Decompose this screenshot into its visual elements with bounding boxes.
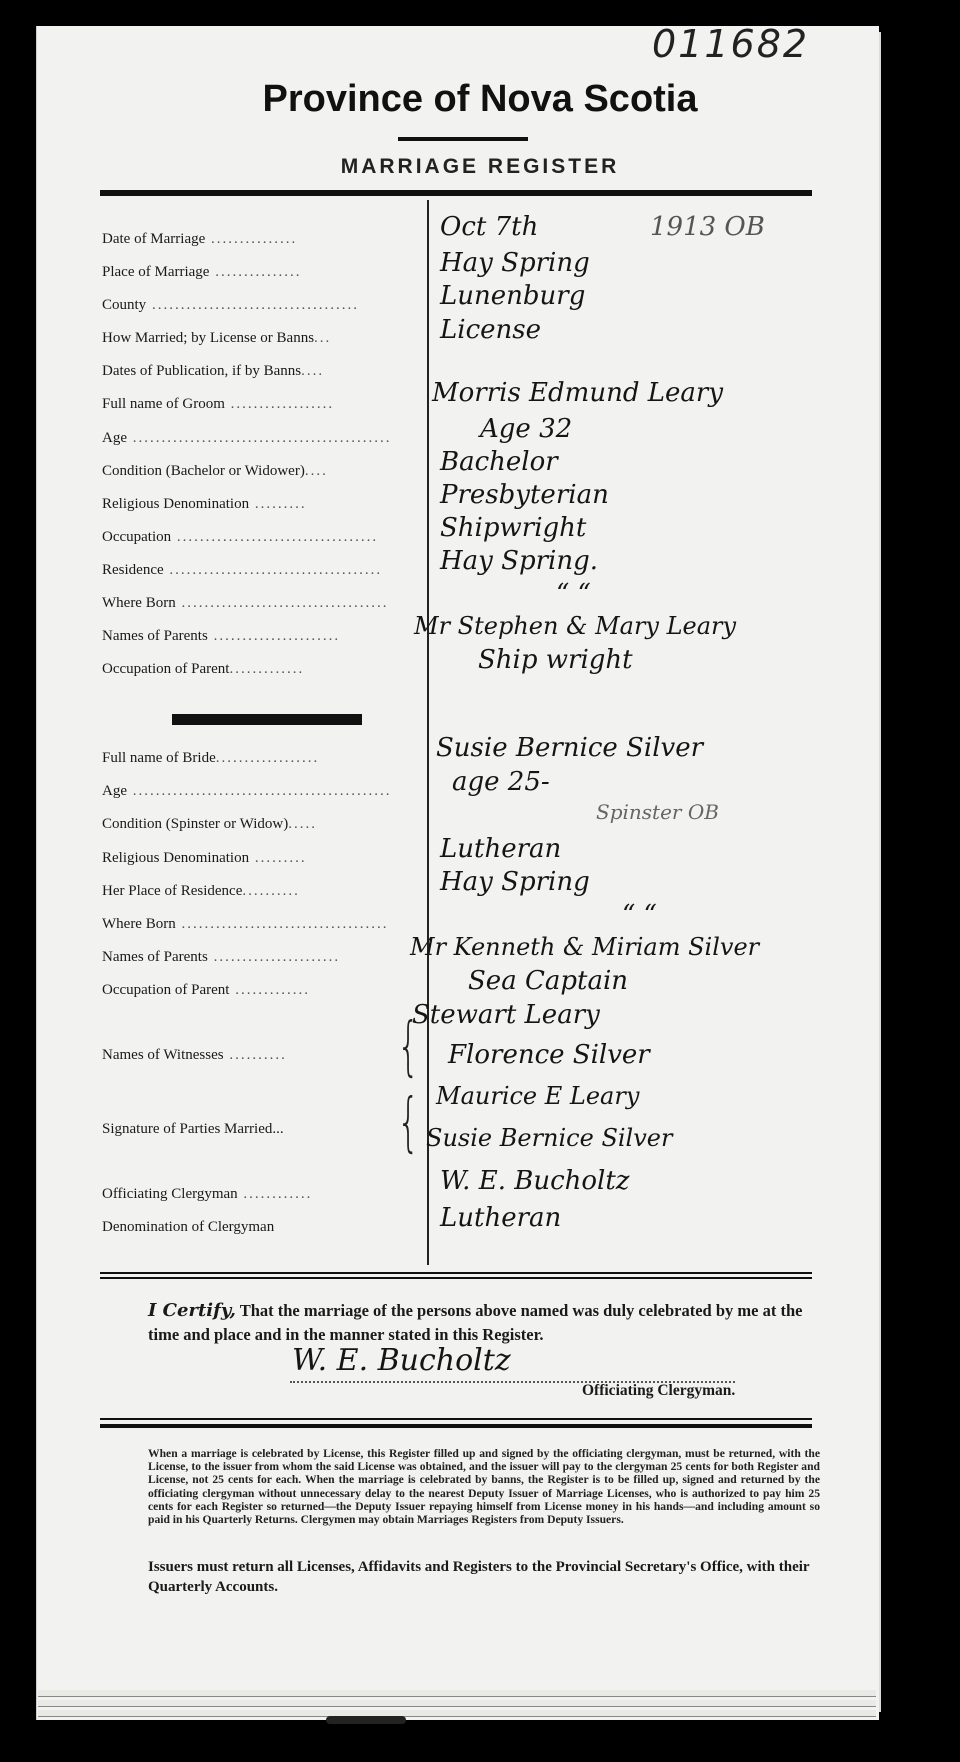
page-edge <box>38 1700 876 1707</box>
field-label: Signature of Parties Married... <box>102 1121 284 1137</box>
groom-religion: Presbyterian <box>440 480 609 510</box>
field-label: Place of Marriage ............... <box>102 264 302 280</box>
field-label: Where Born .................................... <box>102 595 389 611</box>
field-label: County .................................... <box>102 297 359 313</box>
bride-where-born: “ “ <box>622 900 657 930</box>
field-label: Where Born .................................... <box>102 916 389 932</box>
certification <box>148 1299 820 1347</box>
witnesses-brace: { <box>397 1010 420 1084</box>
field-label: Full name of Groom .................. <box>102 396 335 412</box>
page-edge <box>38 1690 876 1697</box>
field-label: Date of Marriage ............... <box>102 231 298 247</box>
bride-parent-occupation: Sea Captain <box>468 966 629 996</box>
groom-parent-occupation: Ship wright <box>478 645 633 675</box>
field-label: Names of Parents ...................... <box>102 628 341 644</box>
bride-parents: Mr Kenneth & Miriam Silver <box>410 933 760 961</box>
footer-rule <box>100 1418 812 1420</box>
field-label: Occupation of Parent ............. <box>102 982 310 998</box>
clergy-denomination: Lutheran <box>440 1203 562 1233</box>
groom-full-name: Morris Edmund Leary <box>432 378 724 408</box>
page-edge <box>38 1710 876 1717</box>
field-label: Condition (Bachelor or Widower).... <box>102 463 328 479</box>
field-label: Condition (Spinster or Widow)..... <box>102 816 317 832</box>
clergyman-signature: W. E. Bucholtz <box>292 1343 511 1378</box>
date-of-marriage: Oct 7th <box>440 212 539 242</box>
groom-condition: Bachelor <box>440 447 558 477</box>
groom-occupation: Shipwright <box>440 513 587 543</box>
title-rule <box>398 137 528 141</box>
field-label: Names of Parents ...................... <box>102 949 341 965</box>
witness-1: Stewart Leary <box>412 1000 600 1030</box>
bride-religion: Lutheran <box>440 834 562 864</box>
field-label: Names of Witnesses .......... <box>102 1047 287 1063</box>
certify-text: That the marriage of the persons above named was duly celebrated by me at the time and place and in the manner stated in this Register. <box>148 1301 803 1344</box>
signature-label: Officiating Clergyman. <box>582 1382 736 1399</box>
how-married: License <box>440 315 542 345</box>
county: Lunenburg <box>440 281 586 311</box>
page-mark <box>326 1716 406 1724</box>
field-label: Occupation ................................... <box>102 529 379 545</box>
place-of-marriage: Hay Spring <box>440 248 590 278</box>
officiating-clergyman: W. E. Bucholtz <box>440 1166 630 1196</box>
groom-parents: Mr Stephen & Mary Leary <box>414 612 737 640</box>
field-label: Denomination of Clergyman <box>102 1219 275 1235</box>
field-label: Officiating Clergyman ............ <box>102 1186 313 1202</box>
field-label: Residence ..................................... <box>102 562 383 578</box>
register-title: MARRIAGE REGISTER <box>340 155 620 178</box>
signature-groom: Maurice E Leary <box>436 1082 640 1110</box>
date-note: 1913 OB <box>650 212 765 242</box>
certify-rule <box>100 1272 812 1274</box>
field-label: Full name of Bride.................. <box>102 750 320 766</box>
field-label: Dates of Publication, if by Banns.... <box>102 363 325 379</box>
bride-residence: Hay Spring <box>440 867 590 897</box>
field-label: Her Place of Residence.......... <box>102 883 300 899</box>
certify-lead: I Certify, <box>148 1300 236 1321</box>
document-number: 011682 <box>652 22 810 66</box>
field-label: How Married; by License or Banns... <box>102 330 332 346</box>
signature-bride: Susie Bernice Silver <box>426 1124 673 1152</box>
section-divider-bar <box>172 714 362 725</box>
witness-2: Florence Silver <box>448 1040 650 1070</box>
bride-condition: Spinster OB <box>596 800 719 824</box>
issuers-note: Issuers must return all Licenses, Affidavits and Registers to the Provincial Secretary's Office, with their Quarterly Accounts. <box>148 1559 810 1595</box>
certify-rule <box>100 1277 812 1279</box>
groom-where-born: “ “ <box>556 579 591 609</box>
field-label: Religious Denomination ......... <box>102 850 307 866</box>
groom-residence: Hay Spring. <box>440 546 598 576</box>
footer-rule <box>100 1424 812 1428</box>
signatures-brace: { <box>397 1086 420 1160</box>
header-rule <box>100 190 812 196</box>
bride-age: age 25- <box>452 767 550 797</box>
column-divider <box>427 200 429 1265</box>
bride-full-name: Susie Bernice Silver <box>436 733 704 763</box>
province-title: Province of Nova Scotia <box>262 78 698 120</box>
field-label: Occupation of Parent............. <box>102 661 305 677</box>
groom-age: Age 32 <box>480 414 573 444</box>
field-label: Religious Denomination ......... <box>102 496 307 512</box>
field-label: Age ............................................. <box>102 430 392 446</box>
instructions-text: When a marriage is celebrated by License, this Register filled up and signed by the officiating clergyman, must be returned, with the License, to the issuer from whom the said License was obtained, and the issuer will pay to the clergyman 25 cents for both Register and License, not 25 cents for each. When the marriage is celebrated by banns, the Register is to be filled up, signed and returned by the officiating clergyman without unnecessary delay to the nearest Deputy Issuer of Marriage Licenses, who is authorized to pay him 25 cents for each Register so returned—the Deputy Issuer repaying himself from License money in his hands—and including amount so paid in his Quarterly Returns. Clergymen may obtain Marriages Registers from Deputy Issuers. <box>148 1447 820 1527</box>
field-label: Age ............................................. <box>102 783 392 799</box>
